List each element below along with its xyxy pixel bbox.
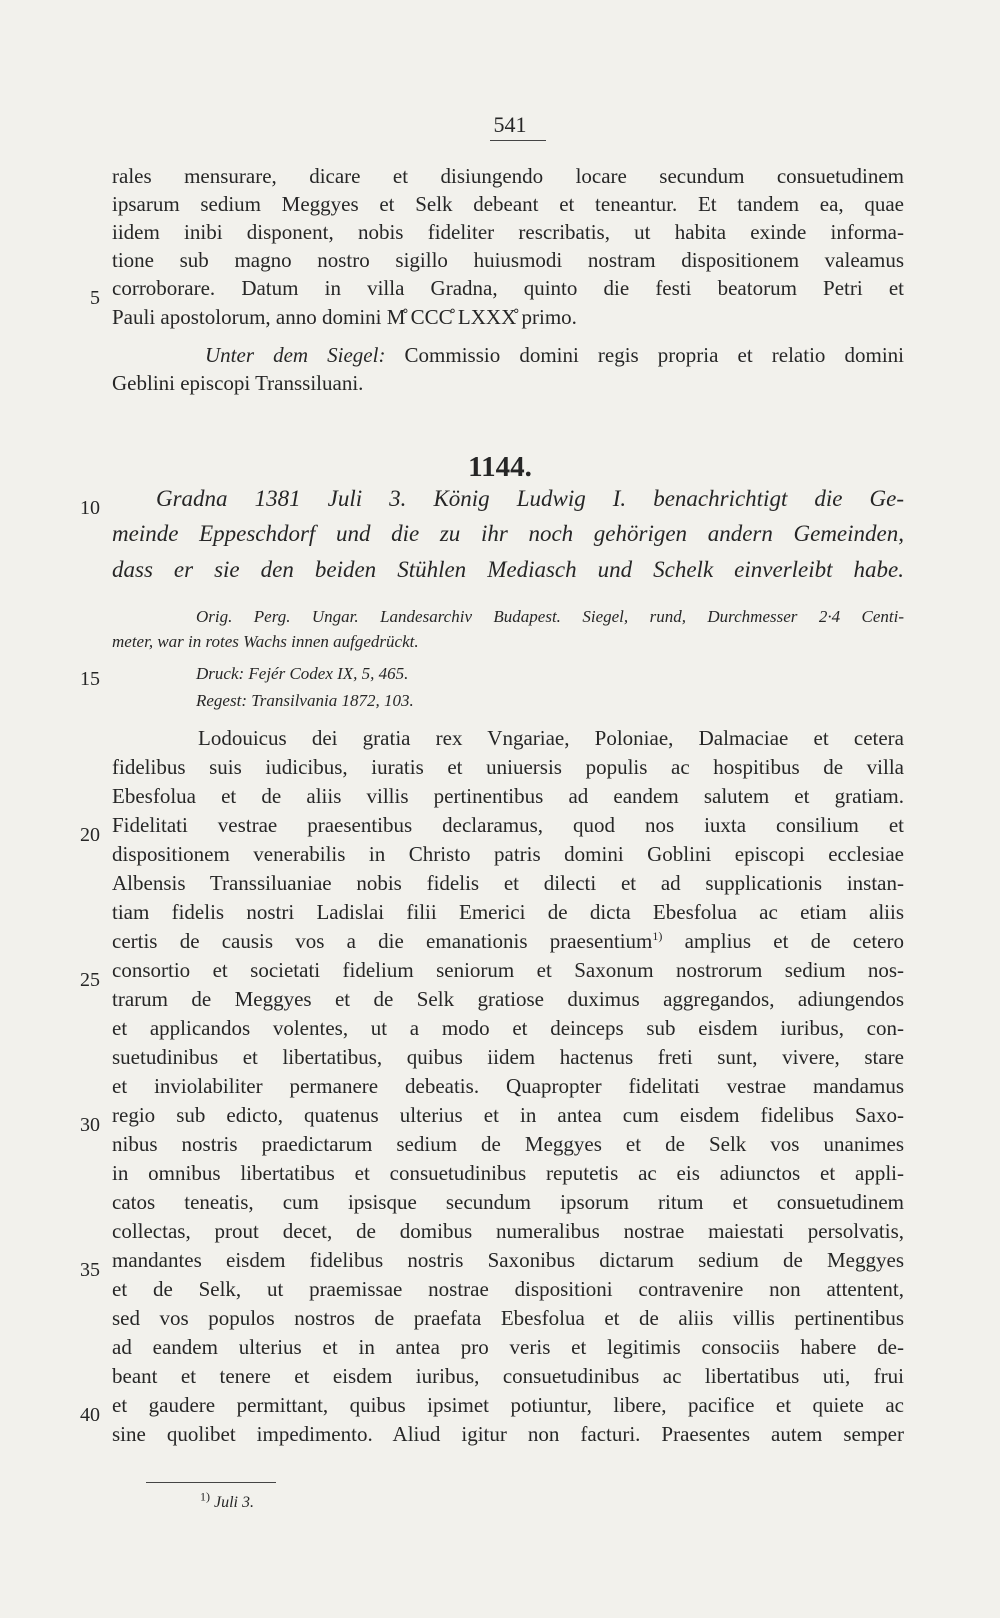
footnote [200, 1489, 254, 1514]
text-line: corroborare. Datum in villa Gradna, quinto die festi beatorum Petri et [112, 276, 904, 300]
text-line: ipsarum sedium Meggyes et Selk debeant et teneantur. Et tandem ea, quae [112, 192, 904, 216]
body-line-head: certis de causis vos a die emanationis praesentium [112, 929, 653, 953]
text-line: tione sub magno nostro sigillo huiusmodi nostram dispositionem valeamus [112, 248, 904, 272]
body-line: Lodouicus dei gratia rex Vngariae, Poloniae, Dalmaciae et cetera [198, 726, 904, 750]
heading-line: Gradna 1381 Juli 3. König Ludwig I. benachrichtigt die Ge- [156, 486, 904, 511]
body-line: beant et tenere et eisdem iuribus, consuetudinibus ac libertatibus uti, frui [112, 1364, 904, 1388]
seal-note-label: Unter dem Siegel: [205, 343, 386, 367]
body-line: sine quolibet impedimento. Aliud igitur non facturi. Praesentes autem semper [112, 1422, 904, 1446]
section-number: 1144. [468, 451, 532, 483]
line-number: 30 [80, 1114, 100, 1136]
body-line: et gaudere permittant, quibus ipsimet potiuntur, libere, pacifice et quiete ac [112, 1393, 904, 1417]
body-line: Fidelitati vestrae praesentibus declaramus, quod nos iuxta consilium et [112, 813, 904, 837]
body-line: collectas, prout decet, de domibus numeralibus nostrae maiestati persolvatis, [112, 1219, 904, 1243]
body-line: et applicandos volentes, ut a modo et deinceps sub eisdem iuribus, con- [112, 1016, 904, 1040]
page-number: 541 [493, 112, 527, 137]
line-number: 15 [80, 668, 100, 690]
heading-line: dass er sie den beiden Stühlen Mediasch und Schelk einverleibt habe. [112, 557, 904, 582]
body-line: tiam fidelis nostri Ladislai filii Emerici de dicta Ebesfolua ac etiam aliis [112, 900, 904, 924]
body-line: nibus nostris praedictarum sedium de Meggyes et de Selk vos unanimes [112, 1132, 904, 1156]
body-line: suetudinibus et libertatibus, quibus iidem hactenus freti sunt, vivere, stare [112, 1045, 904, 1069]
seal-note-line [205, 341, 904, 369]
body-line: sed vos populos nostros de praefata Ebesfolua et de aliis villis pertinentibus [112, 1306, 904, 1330]
body-line: mandantes eisdem fidelibus nostris Saxonibus dictarum sedium de Meggyes [112, 1248, 904, 1272]
body-line [112, 927, 904, 955]
body-line-tail: amplius et de cetero [684, 929, 904, 953]
page-number-rule [490, 140, 546, 141]
line-number: 5 [90, 287, 100, 309]
line-number: 25 [80, 969, 100, 991]
source-line: meter, war in rotes Wachs innen aufgedrückt. [112, 632, 419, 651]
body-line: fidelibus suis iudicibus, iuratis et uniuersis populis ac hospitibus de villa [112, 755, 904, 779]
body-line: trarum de Meggyes et de Selk gratiose duximus aggregandos, adiungendos [112, 987, 904, 1011]
text-line: rales mensurare, dicare et disiungendo locare secundum consuetudinem [112, 164, 904, 188]
seal-note-text: Commissio domini regis propria et relatio domini [404, 343, 904, 367]
line-number: 35 [80, 1259, 100, 1281]
source-line: Druck: Fejér Codex IX, 5, 465. [196, 664, 409, 683]
footnote-text: Juli 3. [214, 1494, 254, 1511]
text-line: Pauli apostolorum, anno domini M̊ CCC̊ LXXX̊ primo. [112, 305, 577, 329]
line-number: 10 [80, 497, 100, 519]
body-line: ad eandem ulterius et in antea pro veris et legitimis consociis habere de- [112, 1335, 904, 1359]
body-line: Albensis Transsiluaniae nobis fidelis et dilecti et ad supplicationis instan- [112, 871, 904, 895]
body-line: Ebesfolua et de aliis villis pertinentibus ad eandem salutem et gratiam. [112, 784, 904, 808]
body-line: dispositionem venerabilis in Christo patris domini Goblini episcopi ecclesiae [112, 842, 904, 866]
source-line: Orig. Perg. Ungar. Landesarchiv Budapest. Siegel, rund, Durchmesser 2·4 Centi- [196, 607, 904, 626]
line-number: 40 [80, 1404, 100, 1426]
footnote-ref: 1) [652, 929, 663, 943]
text-line: iidem inibi disponent, nobis fideliter rescribatis, ut habita exinde informa- [112, 220, 904, 244]
body-line: consortio et societati fidelium seniorum et Saxonum nostrorum sedium nos- [112, 958, 904, 982]
body-line: catos teneatis, cum ipsisque secundum ipsorum ritum et consuetudinem [112, 1190, 904, 1214]
heading-line: meinde Eppeschdorf und die zu ihr noch gehörigen andern Gemeinden, [112, 521, 904, 546]
seal-note-line: Geblini episcopi Transsiluani. [112, 371, 364, 395]
footnote-rule [146, 1482, 276, 1483]
source-line: Regest: Transilvania 1872, 103. [196, 691, 414, 710]
footnote-mark: 1) [200, 1489, 210, 1504]
line-number: 20 [80, 824, 100, 846]
body-line: et de Selk, ut praemissae nostrae dispositioni contravenire non attentent, [112, 1277, 904, 1301]
body-line: et inviolabiliter permanere debeatis. Quapropter fidelitati vestrae mandamus [112, 1074, 904, 1098]
body-line: regio sub edicto, quatenus ulterius et in antea cum eisdem fidelibus Saxo- [112, 1103, 904, 1127]
body-line: in omnibus libertatibus et consuetudinibus reputetis ac eis adiunctos et appli- [112, 1161, 904, 1185]
